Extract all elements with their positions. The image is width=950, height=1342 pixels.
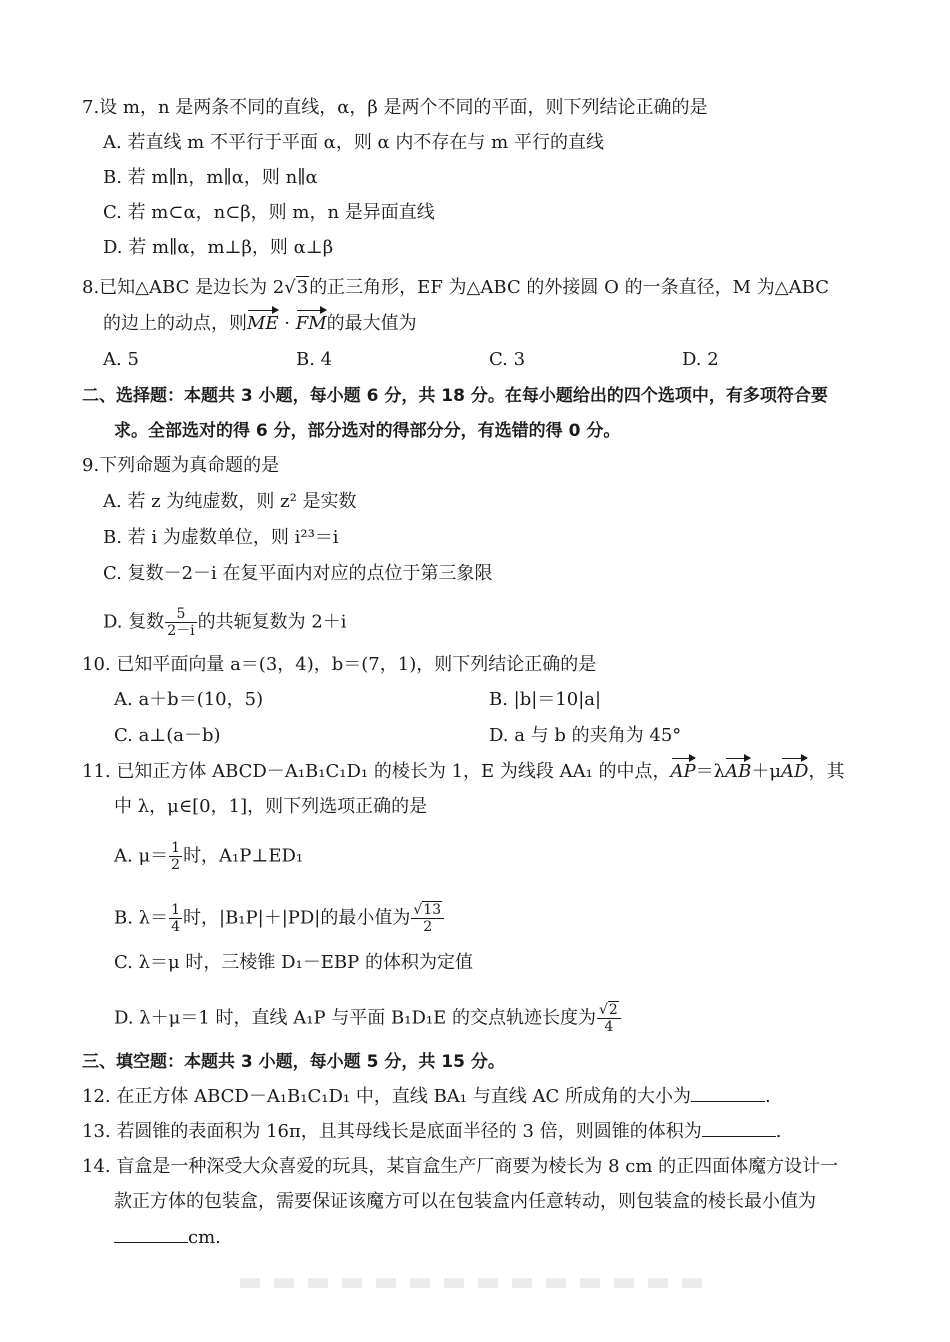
vector-ap: AP (670, 761, 696, 782)
section3-header: 三、填空题：本题共 3 小题，每小题 5 分，共 15 分。 (82, 1052, 505, 1072)
numerator: √13 (411, 902, 444, 919)
q8-text: 的边上的动点，则 (103, 313, 247, 334)
q11-stem (82, 760, 844, 784)
q8-option-d: D. 2 (682, 349, 719, 370)
q7-option-a: A. 若直线 m 不平行于平面 α，则 α 内不存在与 m 平行的直线 (103, 132, 604, 153)
q9-d-text: D. 复数 (103, 611, 165, 633)
q11-b-text: 时，|B₁P|＋|PD|的最小值为 (183, 907, 411, 929)
q8-text: 的最大值为 (326, 313, 417, 334)
q9-option-b: B. 若 i 为虚数单位，则 i²³＝i (103, 527, 339, 548)
q11-b-text: B. λ＝ (114, 907, 169, 929)
q12 (82, 1085, 771, 1109)
answer-blank[interactable] (114, 1226, 188, 1243)
q11-option-a (114, 840, 303, 873)
denominator: 2 (423, 919, 433, 935)
answer-blank[interactable] (691, 1085, 765, 1102)
q13-text: 13. 若圆锥的表面积为 16π，且其母线长是底面半径的 3 倍，则圆锥的体积为 (82, 1121, 702, 1142)
q10-option-c: C. a⊥(a－b) (114, 725, 221, 746)
fraction (411, 902, 444, 935)
q8-stem-line2 (103, 312, 417, 336)
q11-option-b (114, 902, 445, 935)
q7-option-c: C. 若 m⊂α，n⊂β，则 m，n 是异面直线 (103, 202, 435, 223)
numerator: √2 (597, 1002, 621, 1019)
q10-option-b: B. |b|＝10|a| (489, 689, 602, 710)
vector-ad: AD (781, 761, 809, 782)
q13-period: . (775, 1121, 782, 1142)
q9-stem: 9.下列命题为真命题的是 (82, 455, 280, 476)
q8-stem-part: 8.已知△ABC 是边长为 2 (82, 277, 285, 298)
q11-text: ＋μ (751, 761, 782, 782)
radicand: 13 (423, 902, 442, 918)
q11-option-c: C. λ＝μ 时，三棱锥 D₁－EBP 的体积为定值 (114, 952, 473, 973)
q14-line2: 款正方体的包装盒，需要保证该魔方可以在包装盒内任意转动，则包装盒的棱长最小值为 (114, 1191, 816, 1212)
q10-option-d: D. a 与 b 的夹角为 45° (489, 725, 682, 746)
q13 (82, 1120, 781, 1144)
q14-line3 (114, 1226, 221, 1250)
vector-fm: FM (295, 313, 327, 334)
denominator: 2 (171, 857, 181, 873)
q11-option-d (114, 1002, 622, 1035)
q8-option-b: B. 4 (296, 349, 333, 370)
section2-header-line1: 二、选择题：本题共 3 小题，每小题 6 分，共 18 分。在每小题给出的四个选项中，有多项符合要 (82, 386, 828, 406)
q9-option-a: A. 若 z 为纯虚数，则 z² 是实数 (103, 491, 357, 512)
q11-text: ，其 (808, 761, 845, 782)
q9-option-d (103, 606, 347, 639)
q10-option-a: A. a＋b＝(10，5) (114, 689, 264, 710)
dot-operator: · (278, 313, 296, 334)
numerator: 1 (171, 840, 181, 856)
q8-stem-part: 的正三角形，EF 为△ABC 的外接圆 O 的一条直径，M 为△ABC (309, 277, 829, 298)
q14-line1: 14. 盲盒是一种深受大众喜爱的玩具，某盲盒生产厂商要为棱长为 8 cm 的正四面体魔方设计一 (82, 1156, 839, 1177)
q9-option-c: C. 复数－2－i 在复平面内对应的点位于第三象限 (103, 563, 493, 584)
q8-option-a: A. 5 (103, 349, 139, 370)
fraction (597, 1002, 621, 1035)
vector-ab: AB (725, 761, 752, 782)
q11-a-text: 时，A₁P⊥ED₁ (183, 845, 304, 867)
q10-stem: 10. 已知平面向量 a＝(3，4)，b＝(7，1)，则下列结论正确的是 (82, 654, 597, 675)
q11-stem-line2: 中 λ，μ∈[0，1]，则下列选项正确的是 (114, 796, 428, 817)
q7-option-b: B. 若 m∥n，m∥α，则 n∥α (103, 167, 318, 188)
q11-text: 11. 已知正方体 ABCD－A₁B₁C₁D₁ 的棱长为 1，E 为线段 AA₁ 的中点， (82, 761, 671, 782)
q11-a-text: A. μ＝ (114, 845, 169, 867)
q8-option-c: C. 3 (489, 349, 526, 370)
q7-option-d: D. 若 m∥α，m⊥β，则 α⊥β (103, 237, 334, 258)
radicand: 2 (608, 1002, 618, 1018)
numerator: 1 (171, 902, 181, 918)
q11-d-text: D. λ＋μ＝1 时，直线 A₁P 与平面 B₁D₁E 的交点轨迹长度为 (114, 1007, 596, 1029)
q9-d-text: 的共轭复数为 2＋i (197, 611, 347, 633)
fraction (169, 902, 182, 935)
denominator: 4 (171, 919, 181, 935)
q12-period: . (764, 1086, 771, 1107)
faint-footer-bleed (240, 1278, 710, 1288)
fraction (169, 840, 182, 873)
section2-header-line2: 求。全部选对的得 6 分，部分选对的得部分分，有选错的得 0 分。 (114, 421, 621, 441)
denominator: 4 (604, 1019, 614, 1035)
q14-unit: cm. (188, 1227, 221, 1248)
q12-text: 12. 在正方体 ABCD－A₁B₁C₁D₁ 中，直线 BA₁ 与直线 AC 所成角的大小为 (82, 1086, 691, 1107)
numerator: 5 (165, 606, 196, 623)
q11-text: ＝λ (695, 761, 726, 782)
vector-me: ME (247, 313, 279, 334)
fraction (165, 606, 196, 639)
sqrt-symbol: √3 (284, 277, 309, 298)
denominator: 2－i (167, 623, 195, 639)
answer-blank[interactable] (702, 1120, 776, 1137)
q8-radicand: 3 (296, 277, 309, 298)
q8-stem (82, 276, 829, 300)
q7-stem: 7.设 m，n 是两条不同的直线，α，β 是两个不同的平面，则下列结论正确的是 (82, 97, 708, 118)
